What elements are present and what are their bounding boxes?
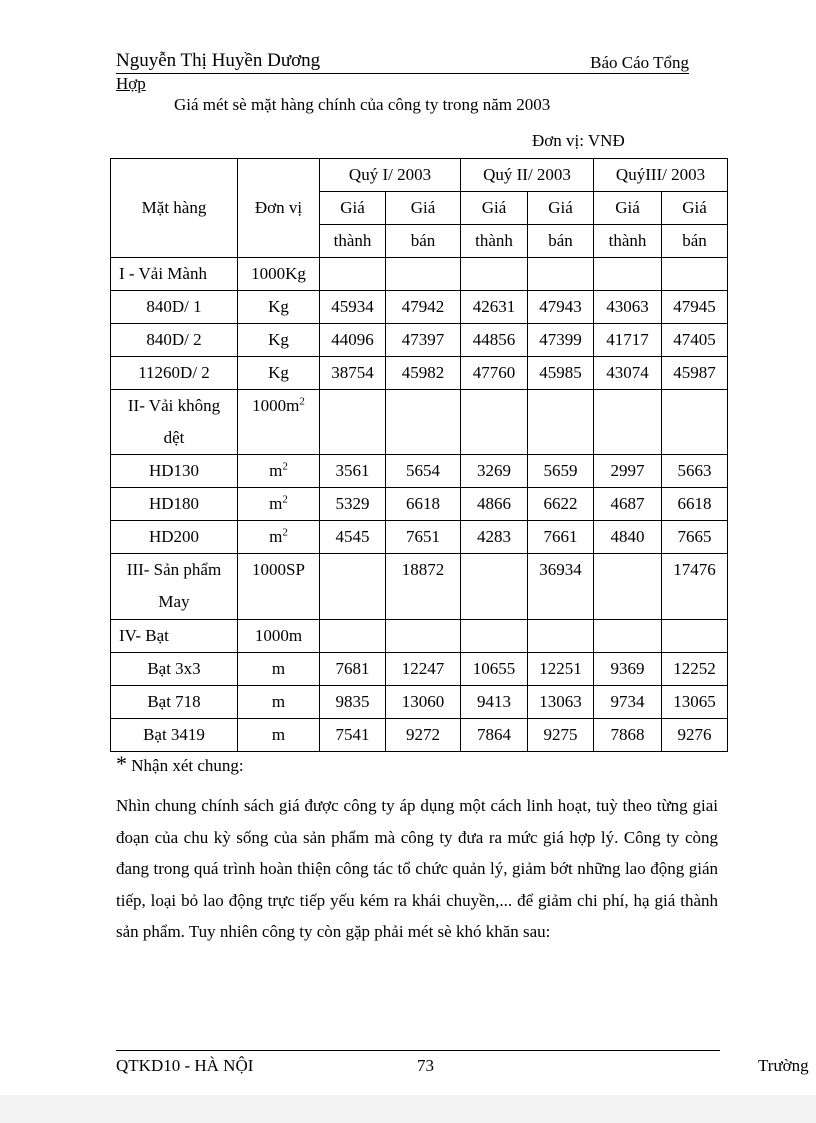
col-header-item: Mặt hàng [111, 159, 238, 258]
col-header-quarter-2: Quý II/ 2003 [461, 159, 594, 192]
cell-cost-q2: 44856 [461, 324, 528, 357]
table-row [111, 357, 728, 390]
cell-sale-q3: 5663 [662, 455, 728, 488]
cell-cost-q3: 43063 [594, 291, 662, 324]
cell-cost-q1: 3561 [320, 455, 386, 488]
cell-sale-q1: 47397 [386, 324, 461, 357]
cell-cost-q1 [320, 554, 386, 620]
footer-class-code: QTKD10 - HÀ NỘI [116, 1056, 254, 1075]
row-unit: Kg [238, 291, 320, 324]
page-number: 73 [417, 1056, 434, 1075]
cell-sale-q1: 7651 [386, 521, 461, 554]
cell-cost-q1: 5329 [320, 488, 386, 521]
cell-sale-q1: 5654 [386, 455, 461, 488]
row-unit: m [238, 686, 320, 719]
table-row [111, 620, 728, 653]
cell-cost-q1: 44096 [320, 324, 386, 357]
row-item: 840D/ 1 [111, 291, 238, 324]
cell-cost-q1: 7541 [320, 719, 386, 752]
header-report-title: Báo Cáo Tổng [590, 53, 689, 72]
subheader-sale-2: bán [386, 225, 461, 258]
subheader-sale: Giá [386, 192, 461, 225]
row-item: I - Vải Mành [111, 258, 238, 291]
subheader-sale-2: bán [662, 225, 728, 258]
cell-cost-q1 [320, 620, 386, 653]
table-row [111, 686, 728, 719]
footer-rule [116, 1050, 720, 1051]
cell-sale-q2: 36934 [528, 554, 594, 620]
row-item: Bạt 718 [111, 686, 238, 719]
cell-cost-q2: 3269 [461, 455, 528, 488]
cell-sale-q2: 7661 [528, 521, 594, 554]
row-unit-exponent: 2 [282, 526, 288, 539]
row-item: 840D/ 2 [111, 324, 238, 357]
cell-sale-q3 [662, 620, 728, 653]
cell-cost-q3: 43074 [594, 357, 662, 390]
row-unit-base: m [269, 461, 283, 480]
table-row [111, 488, 728, 521]
cell-sale-q2: 12251 [528, 653, 594, 686]
table-row [111, 258, 728, 291]
currency-unit-label: Đơn vị: VNĐ [532, 131, 625, 150]
cell-sale-q3: 7665 [662, 521, 728, 554]
row-item: HD130 [111, 455, 238, 488]
subheader-cost-2: thành [461, 225, 528, 258]
comment-heading-text: Nhận xét chung: [131, 756, 244, 775]
table-row [111, 291, 728, 324]
cell-cost-q1 [320, 258, 386, 291]
table-row [111, 554, 728, 620]
cell-cost-q2 [461, 258, 528, 291]
header-report-title-wrap: Hợp [116, 74, 146, 93]
subheader-cost-2: thành [320, 225, 386, 258]
cell-sale-q3: 17476 [662, 554, 728, 620]
subheader-sale: Giá [662, 192, 728, 225]
cell-cost-q2 [461, 620, 528, 653]
row-item: Bạt 3419 [111, 719, 238, 752]
row-item-line1: III- Sản phẩm [126, 560, 222, 579]
row-unit [238, 390, 320, 455]
running-header [116, 49, 689, 74]
cell-sale-q3: 9276 [662, 719, 728, 752]
price-table [110, 158, 728, 752]
cell-cost-q2: 9413 [461, 686, 528, 719]
row-unit: 1000SP [238, 554, 320, 620]
row-unit [238, 488, 320, 521]
row-item: IV- Bạt [111, 620, 238, 653]
cell-cost-q3 [594, 390, 662, 455]
cell-cost-q3: 4687 [594, 488, 662, 521]
cell-cost-q1 [320, 390, 386, 455]
footer-school: Trường [758, 1056, 809, 1075]
row-unit-exponent: 2 [299, 395, 305, 408]
cell-cost-q2: 42631 [461, 291, 528, 324]
table-row [111, 719, 728, 752]
row-unit: Kg [238, 324, 320, 357]
table-title: Giá mét sè mặt hàng chính của công ty trong năm 2003 [174, 95, 551, 114]
cell-sale-q3: 47945 [662, 291, 728, 324]
cell-sale-q1: 18872 [386, 554, 461, 620]
cell-cost-q2 [461, 390, 528, 455]
cell-cost-q3: 41717 [594, 324, 662, 357]
row-item: HD200 [111, 521, 238, 554]
cell-cost-q3: 2997 [594, 455, 662, 488]
subheader-cost: Giá [320, 192, 386, 225]
cell-cost-q1: 7681 [320, 653, 386, 686]
cell-sale-q3: 6618 [662, 488, 728, 521]
row-unit-base: m [269, 494, 283, 513]
cell-cost-q1: 9835 [320, 686, 386, 719]
comment-heading [116, 752, 244, 778]
cell-cost-q3: 9734 [594, 686, 662, 719]
cell-sale-q3: 47405 [662, 324, 728, 357]
header-author: Nguyễn Thị Huyền Dương [116, 50, 321, 71]
cell-sale-q1: 9272 [386, 719, 461, 752]
cell-cost-q2: 7864 [461, 719, 528, 752]
row-unit-base: m [269, 527, 283, 546]
cell-sale-q1: 12247 [386, 653, 461, 686]
cell-sale-q2: 5659 [528, 455, 594, 488]
row-unit: 1000m [238, 620, 320, 653]
row-item [111, 390, 238, 455]
cell-cost-q1: 38754 [320, 357, 386, 390]
cell-sale-q2 [528, 620, 594, 653]
cell-sale-q3: 13065 [662, 686, 728, 719]
cell-sale-q1 [386, 620, 461, 653]
cell-sale-q3: 12252 [662, 653, 728, 686]
cell-sale-q2: 9275 [528, 719, 594, 752]
row-unit-base: 1000m [252, 396, 300, 415]
cell-sale-q3 [662, 390, 728, 455]
cell-sale-q1 [386, 258, 461, 291]
cell-cost-q2: 4283 [461, 521, 528, 554]
col-header-unit: Đơn vị [238, 159, 320, 258]
cell-cost-q2 [461, 554, 528, 620]
page-bottom-band [0, 1095, 816, 1123]
cell-cost-q3 [594, 258, 662, 291]
cell-sale-q1: 45982 [386, 357, 461, 390]
cell-sale-q3: 45987 [662, 357, 728, 390]
cell-cost-q3: 4840 [594, 521, 662, 554]
cell-sale-q2: 47943 [528, 291, 594, 324]
cell-cost-q2: 4866 [461, 488, 528, 521]
subheader-sale-2: bán [528, 225, 594, 258]
cell-sale-q1: 13060 [386, 686, 461, 719]
row-unit-exponent: 2 [282, 460, 288, 473]
cell-sale-q3 [662, 258, 728, 291]
cell-sale-q1 [386, 390, 461, 455]
cell-cost-q3: 7868 [594, 719, 662, 752]
table-row [111, 390, 728, 455]
col-header-quarter-1: Quý I/ 2003 [320, 159, 461, 192]
row-unit: m [238, 653, 320, 686]
row-item: HD180 [111, 488, 238, 521]
asterisk-bullet: * [116, 751, 127, 776]
cell-sale-q2 [528, 258, 594, 291]
row-unit: m [238, 719, 320, 752]
row-unit [238, 521, 320, 554]
cell-sale-q2: 45985 [528, 357, 594, 390]
row-unit: Kg [238, 357, 320, 390]
row-item: Bạt 3x3 [111, 653, 238, 686]
row-item-line2: dệt [163, 428, 185, 447]
subheader-cost-2: thành [594, 225, 662, 258]
cell-sale-q2: 6622 [528, 488, 594, 521]
row-item: 11260D/ 2 [111, 357, 238, 390]
row-item-line1: II- Vải không [127, 396, 221, 415]
cell-cost-q2: 10655 [461, 653, 528, 686]
cell-sale-q2: 13063 [528, 686, 594, 719]
row-item-line2: May [158, 592, 190, 611]
cell-cost-q3: 9369 [594, 653, 662, 686]
subheader-sale: Giá [528, 192, 594, 225]
row-item [111, 554, 238, 620]
cell-cost-q3 [594, 554, 662, 620]
cell-cost-q1: 4545 [320, 521, 386, 554]
col-header-quarter-3: QuýIII/ 2003 [594, 159, 728, 192]
table-row [111, 521, 728, 554]
table-row [111, 324, 728, 357]
cell-sale-q1: 6618 [386, 488, 461, 521]
cell-cost-q3 [594, 620, 662, 653]
subheader-cost: Giá [594, 192, 662, 225]
table-row [111, 653, 728, 686]
row-unit [238, 455, 320, 488]
table-row [111, 455, 728, 488]
cell-cost-q2: 47760 [461, 357, 528, 390]
cell-sale-q2 [528, 390, 594, 455]
row-unit: 1000Kg [238, 258, 320, 291]
cell-cost-q1: 45934 [320, 291, 386, 324]
cell-sale-q2: 47399 [528, 324, 594, 357]
comment-paragraph: Nhìn chung chính sách giá được công ty áp dụng một cách linh hoạt, tuỳ theo từng giai đoạn của chu kỳ sống của sản phẩm mà công ty đưa ra mức giá hợp lý. Công ty còng đang trong quá trình hoàn thiện công tác tổ chức quản lý, giảm bớt những lao động gián tiếp, loại bỏ lao động trực tiếp yếu kém ra khái chuyền,... để giảm chi phí, hạ giá thành sản phẩm. Tuy nhiên công ty còn gặp phải mét sè khó khăn sau: [116, 796, 718, 941]
subheader-cost: Giá [461, 192, 528, 225]
row-unit-exponent: 2 [282, 493, 288, 506]
cell-sale-q1: 47942 [386, 291, 461, 324]
